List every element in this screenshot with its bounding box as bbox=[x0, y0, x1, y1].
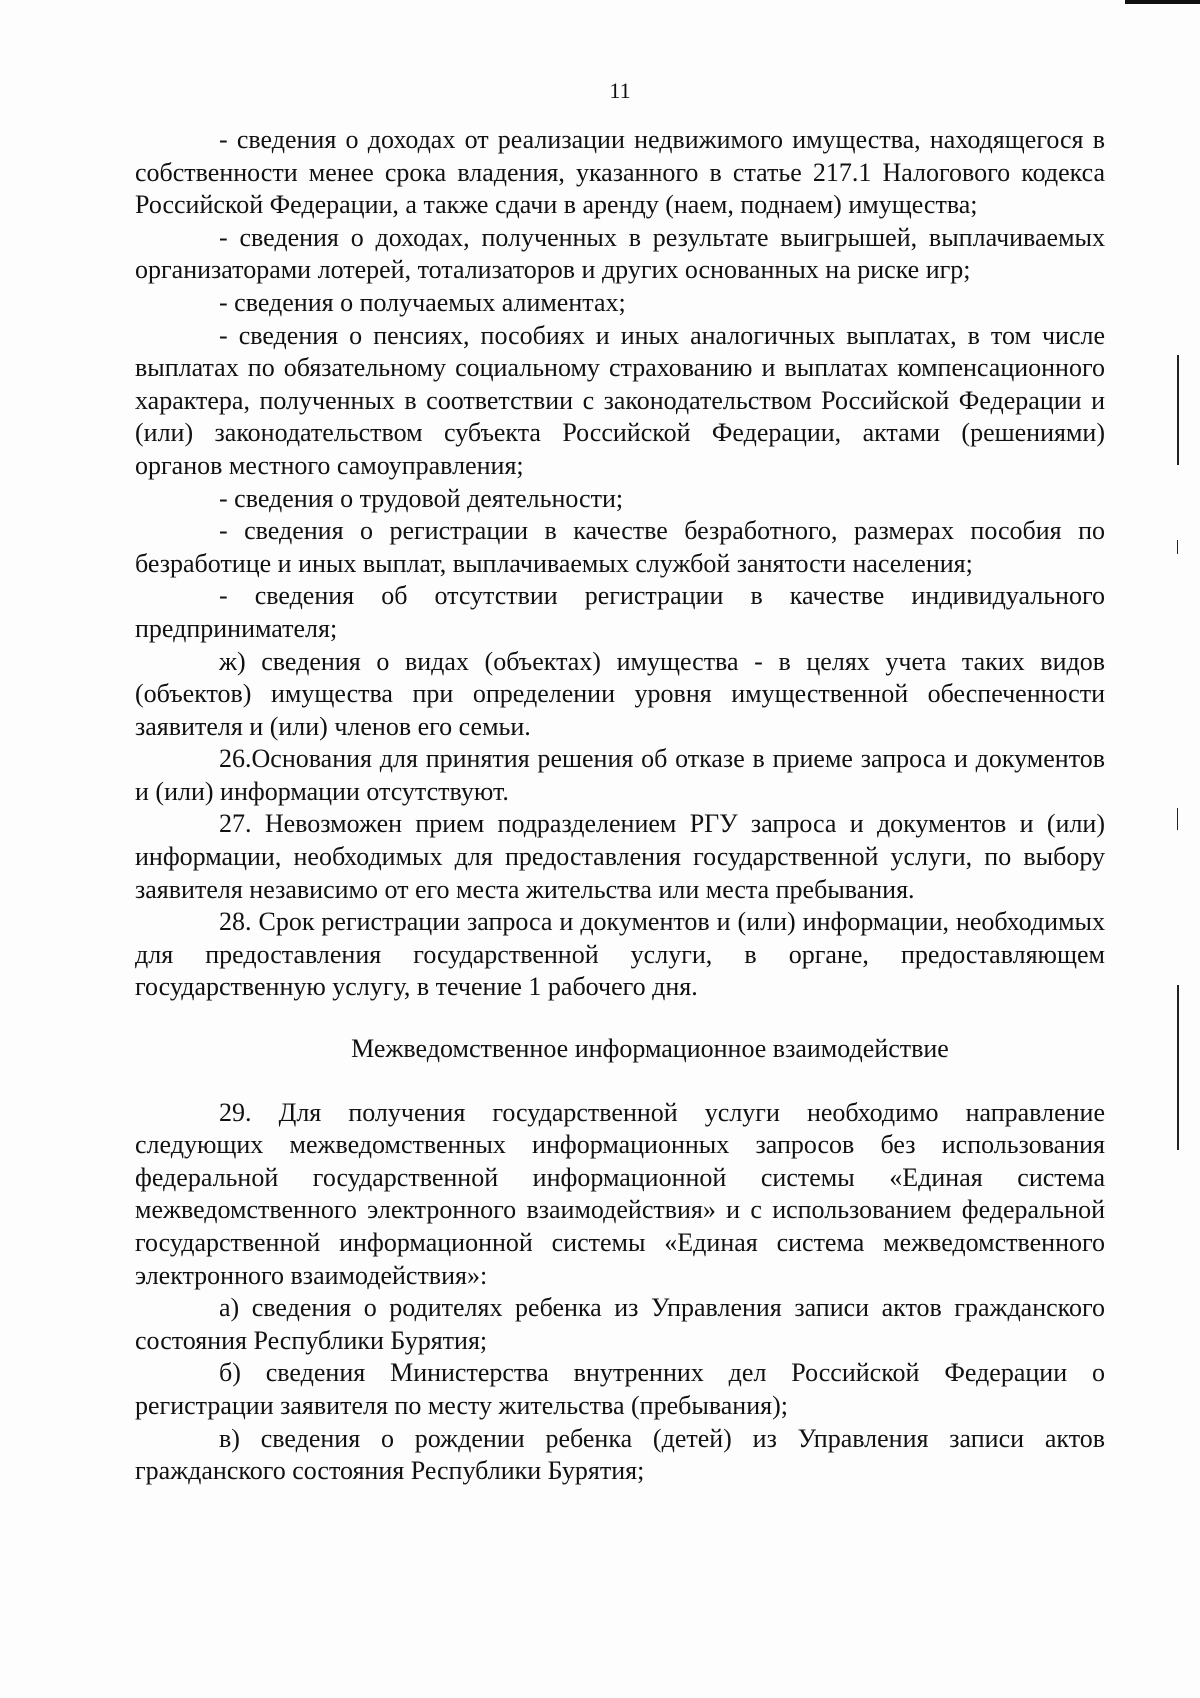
paragraph-29v: в) сведения о рождении ребенка (детей) из Управления записи актов гражданского состояния Республики Бурятия; bbox=[135, 1423, 1105, 1486]
paragraph-unemployment: - сведения о регистрации в качестве безработного, размерах пособия по безработице и иных выплат, выплачиваемых службой занятости населения; bbox=[135, 516, 1105, 578]
paragraph-29b: б) сведения Министерства внутренних дел Российской Федерации о регистрации заявителя по месту жительства (пребывания); bbox=[135, 1358, 1105, 1420]
paragraph-lottery-winnings: - сведения о доходах, полученных в результате выигрышей, выплачиваемых организаторами лотерей, тотализаторов и других основанных на риске игр; bbox=[135, 222, 1105, 285]
scan-edge-mark bbox=[1125, 0, 1200, 4]
paragraph-labor-activity: - сведения о трудовой деятельности; bbox=[219, 483, 624, 513]
scan-margin-line bbox=[1177, 808, 1178, 830]
scan-margin-line bbox=[1177, 540, 1178, 554]
paragraph-27: 27. Невозможен прием подразделением РГУ запроса и документов и (или) информации, необходимых для предоставления государственной услуги, по выбору заявителя независимо от его места жительства или места пребывания. bbox=[135, 809, 1105, 904]
paragraph-29a: а) сведения о родителях ребенка из Управления записи актов гражданского состояния Республики Бурятия; bbox=[135, 1293, 1105, 1355]
document-body bbox=[135, 124, 1105, 1488]
section-heading: Межведомственное информационное взаимодействие bbox=[351, 1034, 949, 1064]
paragraph-29: 29. Для получения государственной услуги необходимо направление следующих межведомственных информационных запросов без использования федеральной государственной информационной системы «Единая система межведомственного электронного взаимодействия» и с использованием федеральной государственной информационной системы «Единая система межведомственного электронного взаимодействия»: bbox=[135, 1097, 1105, 1290]
paragraph-alimony: - сведения о получаемых алиментах; bbox=[219, 287, 626, 317]
paragraph-income-real-estate: - сведения о доходах от реализации недвижимого имущества, находящегося в собственности менее срока владения, указанного в статье 217.1 Налогового кодекса Российской Федерации, а также сдачи в аренду (наем, поднаем) имущества; bbox=[135, 125, 1105, 220]
scan-margin-line bbox=[1177, 355, 1179, 465]
paragraph-property-types: ж) сведения о видах (объектах) имущества - в целях учета таких видов (объектов) имущества при определении уровня имущественной обеспеченности заявителя и (или) членов его семьи. bbox=[135, 646, 1105, 741]
paragraph-pensions-benefits: - сведения о пенсиях, пособиях и иных аналогичных выплатах, в том числе выплатах по обязательному социальному страхованию и выплатах компенсационного характера, полученных в соответствии с законодательством Российской Федерации и (или) законодательством субъекта Российской Федерации, актами (решениями) органов местного самоуправления; bbox=[135, 320, 1105, 480]
scan-margin-line bbox=[1177, 985, 1179, 1150]
paragraph-28: 28. Срок регистрации запроса и документов и (или) информации, необходимых для предоставления государственной услуги, в органе, предоставляющем государственную услугу, в течение 1 рабочего дня. bbox=[135, 907, 1105, 1002]
page-number: 11 bbox=[609, 78, 631, 103]
paragraph-26: 26.Основания для принятия решения об отказе в приеме запроса и документов и (или) информации отсутствуют. bbox=[135, 744, 1105, 806]
paragraph-entrepreneur: - сведения об отсутствии регистрации в качестве индивидуального предпринимателя; bbox=[135, 581, 1105, 643]
